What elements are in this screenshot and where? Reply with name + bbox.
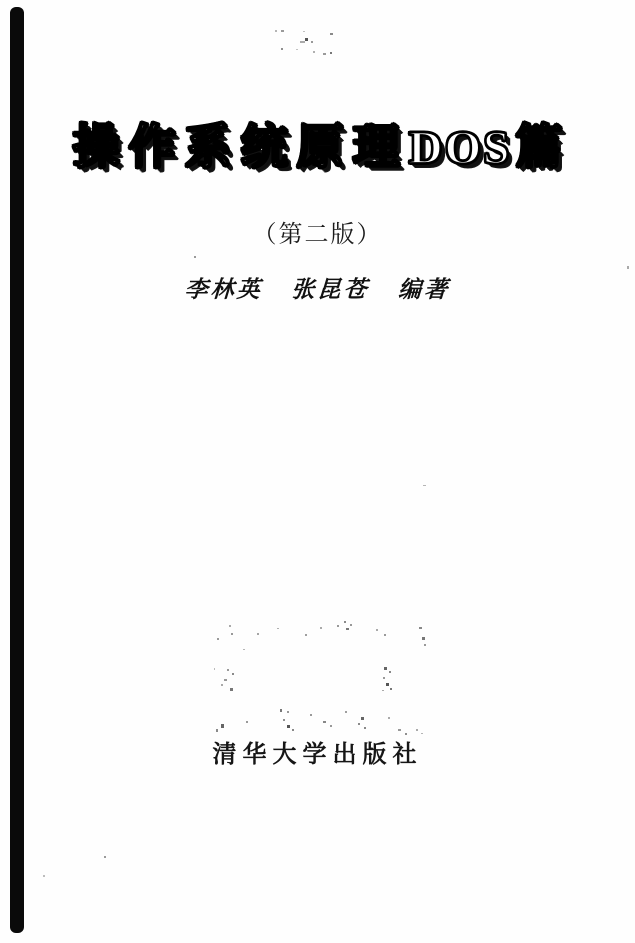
author-name-1: 李林英 <box>183 277 264 302</box>
authors-line <box>0 271 635 304</box>
edition-label: （第二版） <box>252 222 383 248</box>
author-name-2: 张昆苍 <box>290 277 371 302</box>
publisher-name: 清华大学出版社 <box>212 742 423 768</box>
author-role: 编著 <box>397 277 451 302</box>
book-title-latin: DOS <box>408 122 512 174</box>
book-title-suffix: 篇 <box>515 122 563 174</box>
book-title <box>0 118 635 179</box>
book-title-cjk: 操作系统原理 <box>72 122 409 174</box>
